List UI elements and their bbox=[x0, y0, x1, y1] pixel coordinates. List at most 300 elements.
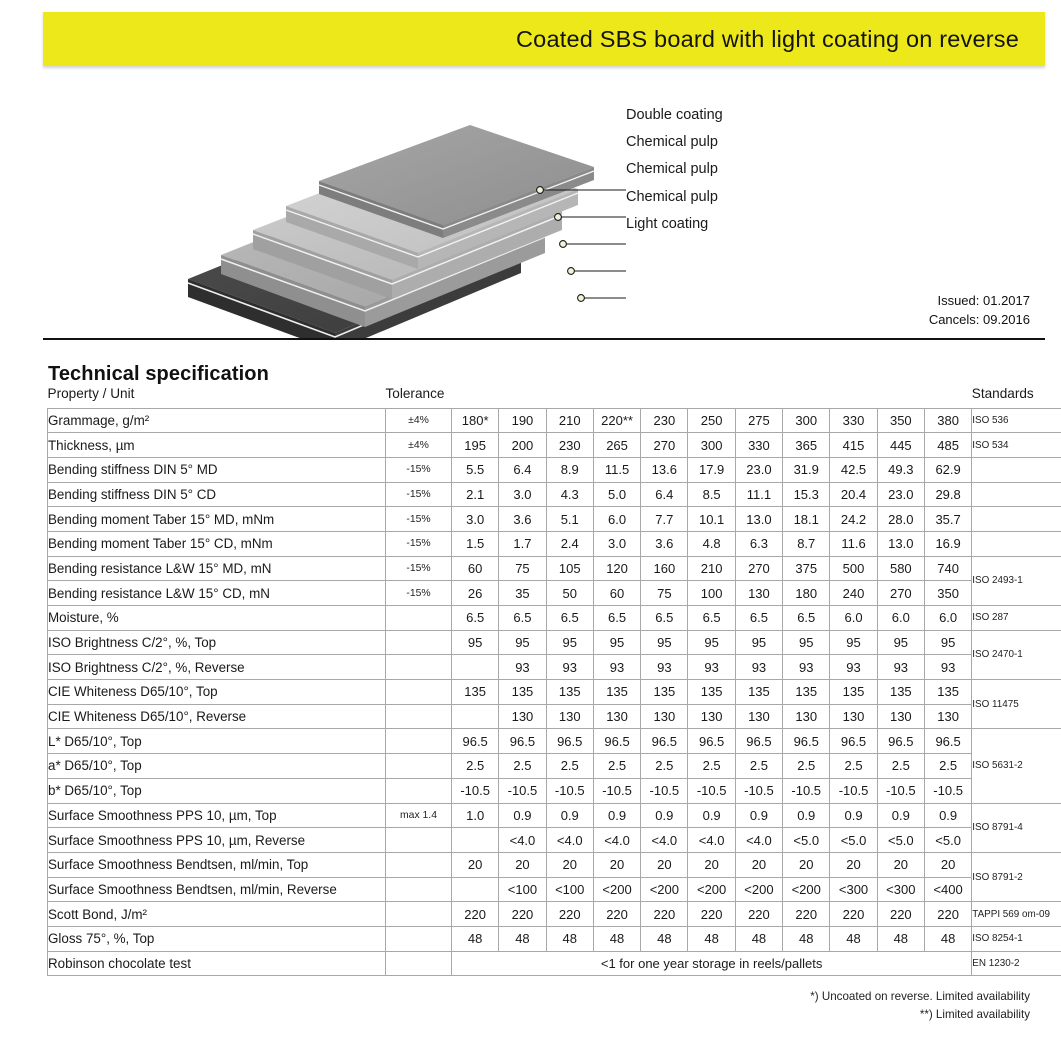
value-cell: 265 bbox=[593, 433, 640, 458]
value-cell: 230 bbox=[546, 433, 593, 458]
tolerance-cell bbox=[386, 680, 452, 705]
value-cell: 95 bbox=[783, 630, 830, 655]
value-cell: 93 bbox=[499, 655, 546, 680]
standard-cell bbox=[972, 482, 1061, 507]
tolerance-cell bbox=[386, 902, 452, 927]
value-cell: 195 bbox=[452, 433, 499, 458]
value-cell: 95 bbox=[546, 630, 593, 655]
standard-cell: ISO 8791-2 bbox=[972, 852, 1061, 901]
value-cell: 20 bbox=[452, 852, 499, 877]
tolerance-cell bbox=[386, 704, 452, 729]
value-cell: 48 bbox=[641, 926, 688, 951]
value-cell: <4.0 bbox=[593, 828, 640, 853]
value-cell: <4.0 bbox=[641, 828, 688, 853]
tolerance-cell: -15% bbox=[386, 457, 452, 482]
section-title: Technical specification bbox=[48, 363, 269, 386]
header-standards: Standards bbox=[971, 386, 1034, 402]
value-cell: 96.5 bbox=[830, 729, 877, 754]
value-cell: 135 bbox=[499, 680, 546, 705]
standard-cell: ISO 2493-1 bbox=[972, 556, 1061, 605]
tolerance-cell: -15% bbox=[386, 482, 452, 507]
value-cell: 48 bbox=[593, 926, 640, 951]
value-cell: 120 bbox=[593, 556, 640, 581]
tolerance-cell bbox=[386, 951, 452, 976]
value-cell: 100 bbox=[688, 581, 735, 606]
value-cell: -10.5 bbox=[452, 778, 499, 803]
value-cell: 135 bbox=[924, 680, 971, 705]
standard-cell: ISO 11475 bbox=[972, 680, 1061, 729]
value-cell: 740 bbox=[924, 556, 971, 581]
table-row bbox=[48, 754, 1061, 779]
table-row bbox=[48, 729, 1061, 754]
value-cell: 20 bbox=[735, 852, 782, 877]
table-row bbox=[48, 408, 1061, 433]
value-cell: 93 bbox=[546, 655, 593, 680]
value-cell: 10.1 bbox=[688, 507, 735, 532]
header-tolerance: Tolerance bbox=[385, 386, 445, 402]
property-cell-bending-resistance-l-w-15-md-mn: Bending resistance L&W 15° MD, mN bbox=[48, 556, 386, 581]
standard-cell: ISO 536 bbox=[972, 408, 1061, 433]
value-cell: 96.5 bbox=[452, 729, 499, 754]
table-row bbox=[48, 877, 1061, 902]
value-cell: 48 bbox=[830, 926, 877, 951]
callout-label-chemical-pulp-3: Chemical pulp bbox=[626, 188, 718, 205]
value-cell: 1.5 bbox=[452, 531, 499, 556]
value-cell: 6.0 bbox=[877, 606, 924, 631]
value-cell: 28.0 bbox=[877, 507, 924, 532]
value-cell: 130 bbox=[546, 704, 593, 729]
value-cell: 75 bbox=[641, 581, 688, 606]
value-cell: 0.9 bbox=[830, 803, 877, 828]
standard-cell: ISO 8254-1 bbox=[972, 926, 1061, 951]
property-cell-iso-brightness-c-2-top: ISO Brightness C/2°, %, Top bbox=[48, 630, 386, 655]
value-cell: 11.6 bbox=[830, 531, 877, 556]
value-cell: 95 bbox=[688, 630, 735, 655]
value-cell: 2.5 bbox=[735, 754, 782, 779]
value-cell: 2.5 bbox=[783, 754, 830, 779]
standard-cell: ISO 5631-2 bbox=[972, 729, 1061, 803]
value-cell: 6.3 bbox=[735, 531, 782, 556]
value-cell: 5.0 bbox=[593, 482, 640, 507]
value-cell: 13.6 bbox=[641, 457, 688, 482]
value-cell: 48 bbox=[546, 926, 593, 951]
footnote-single-asterisk: *) Uncoated on reverse. Limited availability bbox=[810, 990, 1030, 1003]
value-cell: 3.0 bbox=[452, 507, 499, 532]
value-cell: 2.5 bbox=[641, 754, 688, 779]
value-cell: 2.4 bbox=[546, 531, 593, 556]
value-cell: 220 bbox=[641, 902, 688, 927]
value-cell: 75 bbox=[499, 556, 546, 581]
table-row bbox=[48, 606, 1061, 631]
value-cell: 20 bbox=[546, 852, 593, 877]
value-cell: 96.5 bbox=[593, 729, 640, 754]
value-cell: 485 bbox=[924, 433, 971, 458]
spec-table-body bbox=[48, 408, 1061, 976]
callout-label-chemical-pulp-1: Chemical pulp bbox=[626, 134, 718, 151]
tolerance-cell: max 1.4 bbox=[386, 803, 452, 828]
callout-label-double-coating: Double coating bbox=[626, 107, 723, 123]
value-cell: 5.5 bbox=[452, 457, 499, 482]
tolerance-cell bbox=[386, 828, 452, 853]
value-cell: 6.5 bbox=[499, 606, 546, 631]
value-cell: 365 bbox=[783, 433, 830, 458]
value-cell: 220 bbox=[783, 902, 830, 927]
value-cell: 50 bbox=[546, 581, 593, 606]
value-cell: 6.5 bbox=[735, 606, 782, 631]
value-cell: 300 bbox=[783, 408, 830, 433]
tolerance-cell bbox=[386, 877, 452, 902]
value-cell: 6.5 bbox=[452, 606, 499, 631]
value-cell: 26 bbox=[452, 581, 499, 606]
property-cell-l-d65-10-top: L* D65/10°, Top bbox=[48, 729, 386, 754]
value-cell bbox=[452, 704, 499, 729]
value-cell: 93 bbox=[735, 655, 782, 680]
value-cell: 17.9 bbox=[688, 457, 735, 482]
table-row bbox=[48, 581, 1061, 606]
value-cell: 31.9 bbox=[783, 457, 830, 482]
value-cell: 96.5 bbox=[735, 729, 782, 754]
value-cell: 29.8 bbox=[924, 482, 971, 507]
value-cell: 35 bbox=[499, 581, 546, 606]
value-cell: 35.7 bbox=[924, 507, 971, 532]
property-cell-iso-brightness-c-2-reverse: ISO Brightness C/2°, %, Reverse bbox=[48, 655, 386, 680]
value-cell: <200 bbox=[735, 877, 782, 902]
value-cell: 415 bbox=[830, 433, 877, 458]
value-cell: 48 bbox=[499, 926, 546, 951]
value-cell: 95 bbox=[924, 630, 971, 655]
value-cell: 13.0 bbox=[877, 531, 924, 556]
value-cell: 20 bbox=[877, 852, 924, 877]
value-cell: 13.0 bbox=[735, 507, 782, 532]
value-cell: 48 bbox=[783, 926, 830, 951]
value-cell: 105 bbox=[546, 556, 593, 581]
value-cell: 0.9 bbox=[877, 803, 924, 828]
value-cell bbox=[452, 828, 499, 853]
tolerance-cell: -15% bbox=[386, 531, 452, 556]
value-cell: 6.0 bbox=[830, 606, 877, 631]
spec-table bbox=[47, 384, 1061, 976]
value-cell: 6.5 bbox=[546, 606, 593, 631]
value-cell: 330 bbox=[735, 433, 782, 458]
footnotes bbox=[810, 988, 1030, 1023]
value-cell: 135 bbox=[546, 680, 593, 705]
value-cell: 160 bbox=[641, 556, 688, 581]
tolerance-cell bbox=[386, 630, 452, 655]
value-cell: -10.5 bbox=[735, 778, 782, 803]
value-cell: 350 bbox=[877, 408, 924, 433]
value-cell: <4.0 bbox=[499, 828, 546, 853]
value-cell: 20 bbox=[688, 852, 735, 877]
value-cell: -10.5 bbox=[688, 778, 735, 803]
value-cell: 95 bbox=[452, 630, 499, 655]
value-cell: 220** bbox=[593, 408, 640, 433]
property-cell-surface-smoothness-bendtsen-ml-min-reverse: Surface Smoothness Bendtsen, ml/min, Reverse bbox=[48, 877, 386, 902]
value-cell: 96.5 bbox=[688, 729, 735, 754]
value-cell: -10.5 bbox=[593, 778, 640, 803]
property-cell-bending-stiffness-din-5-md: Bending stiffness DIN 5° MD bbox=[48, 457, 386, 482]
table-row bbox=[48, 680, 1061, 705]
property-cell-cie-whiteness-d65-10-reverse: CIE Whiteness D65/10°, Reverse bbox=[48, 704, 386, 729]
value-cell: 15.3 bbox=[783, 482, 830, 507]
value-cell: 210 bbox=[688, 556, 735, 581]
value-cell: 180* bbox=[452, 408, 499, 433]
value-cell: 96.5 bbox=[877, 729, 924, 754]
tolerance-cell: -15% bbox=[386, 581, 452, 606]
value-cell: <200 bbox=[641, 877, 688, 902]
value-cell: 96.5 bbox=[499, 729, 546, 754]
value-cell: 95 bbox=[877, 630, 924, 655]
spec-table-head bbox=[48, 384, 1061, 408]
value-cell: 96.5 bbox=[546, 729, 593, 754]
value-cell: 330 bbox=[830, 408, 877, 433]
value-cell: <400 bbox=[924, 877, 971, 902]
value-cell: 375 bbox=[783, 556, 830, 581]
value-cell: 2.5 bbox=[830, 754, 877, 779]
value-cell: 24.2 bbox=[830, 507, 877, 532]
table-row bbox=[48, 902, 1061, 927]
value-cell: 200 bbox=[499, 433, 546, 458]
header-grammage-spacer bbox=[452, 384, 972, 408]
tolerance-cell bbox=[386, 754, 452, 779]
value-cell: 49.3 bbox=[877, 457, 924, 482]
value-cell: 3.0 bbox=[499, 482, 546, 507]
value-cell: 220 bbox=[877, 902, 924, 927]
value-cell: <4.0 bbox=[688, 828, 735, 853]
value-cell: 6.5 bbox=[688, 606, 735, 631]
tolerance-cell: -15% bbox=[386, 507, 452, 532]
standard-cell bbox=[972, 507, 1061, 532]
value-cell: 130 bbox=[735, 581, 782, 606]
value-cell: 2.5 bbox=[452, 754, 499, 779]
value-cell: 6.4 bbox=[641, 482, 688, 507]
value-cell: 135 bbox=[783, 680, 830, 705]
page-banner bbox=[43, 12, 1045, 66]
property-cell-bending-moment-taber-15-cd-mnm: Bending moment Taber 15° CD, mNm bbox=[48, 531, 386, 556]
table-row bbox=[48, 507, 1061, 532]
value-cell: 180 bbox=[783, 581, 830, 606]
standard-cell: ISO 534 bbox=[972, 433, 1061, 458]
value-cell: 0.9 bbox=[688, 803, 735, 828]
value-cell: 95 bbox=[499, 630, 546, 655]
value-cell: <200 bbox=[688, 877, 735, 902]
table-row bbox=[48, 778, 1061, 803]
value-cell: 220 bbox=[735, 902, 782, 927]
value-cell: 240 bbox=[830, 581, 877, 606]
standard-cell bbox=[972, 531, 1061, 556]
value-cell: -10.5 bbox=[641, 778, 688, 803]
value-cell: 93 bbox=[783, 655, 830, 680]
property-cell-surface-smoothness-pps-10-m-top: Surface Smoothness PPS 10, µm, Top bbox=[48, 803, 386, 828]
tolerance-cell: -15% bbox=[386, 556, 452, 581]
value-cell: <200 bbox=[783, 877, 830, 902]
value-cell: <200 bbox=[593, 877, 640, 902]
value-cell: 95 bbox=[830, 630, 877, 655]
property-cell-bending-stiffness-din-5-cd: Bending stiffness DIN 5° CD bbox=[48, 482, 386, 507]
value-cell: 96.5 bbox=[783, 729, 830, 754]
value-cell: -10.5 bbox=[924, 778, 971, 803]
value-cell: 0.9 bbox=[641, 803, 688, 828]
value-cell: 3.0 bbox=[593, 531, 640, 556]
value-cell: 20.4 bbox=[830, 482, 877, 507]
value-cell: 20 bbox=[924, 852, 971, 877]
value-cell: 135 bbox=[452, 680, 499, 705]
standard-cell: TAPPI 569 om-09 bbox=[972, 902, 1061, 927]
value-cell: -10.5 bbox=[783, 778, 830, 803]
value-cell: -10.5 bbox=[546, 778, 593, 803]
spec-table-header-row bbox=[48, 384, 1061, 408]
value-cell: 95 bbox=[641, 630, 688, 655]
tolerance-cell bbox=[386, 606, 452, 631]
value-cell: <4.0 bbox=[735, 828, 782, 853]
value-cell: <300 bbox=[877, 877, 924, 902]
diagram-callout-labels bbox=[626, 102, 946, 238]
page-title: Coated SBS board with light coating on reverse bbox=[516, 25, 1019, 52]
tolerance-cell bbox=[386, 852, 452, 877]
value-cell: 11.5 bbox=[593, 457, 640, 482]
property-cell-thickness-m: Thickness, µm bbox=[48, 433, 386, 458]
value-cell: <5.0 bbox=[877, 828, 924, 853]
value-cell: 60 bbox=[452, 556, 499, 581]
value-cell: 4.3 bbox=[546, 482, 593, 507]
table-row bbox=[48, 630, 1061, 655]
value-cell: 3.6 bbox=[499, 507, 546, 532]
standard-cell bbox=[972, 457, 1061, 482]
footnote-double-asterisk: **) Limited availability bbox=[919, 1007, 1030, 1021]
value-cell: 20 bbox=[641, 852, 688, 877]
value-cell: 2.5 bbox=[546, 754, 593, 779]
value-cell: 1.7 bbox=[499, 531, 546, 556]
value-cell: 23.0 bbox=[735, 457, 782, 482]
property-cell-b-d65-10-top: b* D65/10°, Top bbox=[48, 778, 386, 803]
property-cell-scott-bond-j-m: Scott Bond, J/m² bbox=[48, 902, 386, 927]
table-row bbox=[48, 655, 1061, 680]
value-cell: 8.5 bbox=[688, 482, 735, 507]
value-cell: 0.9 bbox=[924, 803, 971, 828]
value-cell: 210 bbox=[546, 408, 593, 433]
value-cell: 135 bbox=[688, 680, 735, 705]
value-cell: 135 bbox=[877, 680, 924, 705]
property-cell-bending-moment-taber-15-md-mnm: Bending moment Taber 15° MD, mNm bbox=[48, 507, 386, 532]
value-cell: 93 bbox=[877, 655, 924, 680]
tolerance-cell bbox=[386, 729, 452, 754]
table-row bbox=[48, 926, 1061, 951]
value-cell: 48 bbox=[924, 926, 971, 951]
table-row bbox=[48, 803, 1061, 828]
value-cell: 42.5 bbox=[830, 457, 877, 482]
value-cell: 0.9 bbox=[735, 803, 782, 828]
technical-specification-table bbox=[47, 384, 1051, 976]
callout-label-chemical-pulp-2: Chemical pulp bbox=[626, 161, 718, 178]
value-cell: 8.9 bbox=[546, 457, 593, 482]
header-property: Property / Unit bbox=[47, 386, 135, 402]
table-row bbox=[48, 556, 1061, 581]
value-cell: 130 bbox=[924, 704, 971, 729]
table-row bbox=[48, 457, 1061, 482]
value-cell: 220 bbox=[924, 902, 971, 927]
property-cell-cie-whiteness-d65-10-top: CIE Whiteness D65/10°, Top bbox=[48, 680, 386, 705]
value-cell: 130 bbox=[593, 704, 640, 729]
value-cell: 190 bbox=[499, 408, 546, 433]
value-cell: 230 bbox=[641, 408, 688, 433]
value-cell: 130 bbox=[783, 704, 830, 729]
value-cell: 7.7 bbox=[641, 507, 688, 532]
value-cell: 48 bbox=[452, 926, 499, 951]
property-cell-gloss-75-top: Gloss 75°, %, Top bbox=[48, 926, 386, 951]
value-cell: 16.9 bbox=[924, 531, 971, 556]
table-row bbox=[48, 828, 1061, 853]
callout-label-light-coating: Light coating bbox=[626, 215, 709, 232]
value-cell: 580 bbox=[877, 556, 924, 581]
value-cell: 2.5 bbox=[593, 754, 640, 779]
value-cell: <100 bbox=[499, 877, 546, 902]
value-cell: 130 bbox=[499, 704, 546, 729]
value-cell: 60 bbox=[593, 581, 640, 606]
value-cell: 20 bbox=[499, 852, 546, 877]
value-cell: 2.5 bbox=[688, 754, 735, 779]
value-cell: 500 bbox=[830, 556, 877, 581]
value-cell: 23.0 bbox=[877, 482, 924, 507]
table-row bbox=[48, 531, 1061, 556]
value-cell: 3.6 bbox=[641, 531, 688, 556]
value-cell: <4.0 bbox=[546, 828, 593, 853]
tolerance-cell bbox=[386, 778, 452, 803]
value-cell: 96.5 bbox=[924, 729, 971, 754]
standard-cell: ISO 2470-1 bbox=[972, 630, 1061, 679]
value-cell: 48 bbox=[877, 926, 924, 951]
property-cell-surface-smoothness-bendtsen-ml-min-top: Surface Smoothness Bendtsen, ml/min, Top bbox=[48, 852, 386, 877]
table-row bbox=[48, 852, 1061, 877]
property-cell-surface-smoothness-pps-10-m-reverse: Surface Smoothness PPS 10, µm, Reverse bbox=[48, 828, 386, 853]
value-cell: <100 bbox=[546, 877, 593, 902]
value-cell: 135 bbox=[830, 680, 877, 705]
value-cell: 96.5 bbox=[641, 729, 688, 754]
value-cell: 95 bbox=[593, 630, 640, 655]
value-cell: 6.5 bbox=[593, 606, 640, 631]
value-cell: 135 bbox=[593, 680, 640, 705]
value-cell: 6.5 bbox=[783, 606, 830, 631]
standard-cell: EN 1230-2 bbox=[972, 951, 1061, 976]
property-cell-a-d65-10-top: a* D65/10°, Top bbox=[48, 754, 386, 779]
value-cell: 270 bbox=[877, 581, 924, 606]
property-cell-grammage-g-m: Grammage, g/m² bbox=[48, 408, 386, 433]
value-cell: 93 bbox=[641, 655, 688, 680]
value-cell: 350 bbox=[924, 581, 971, 606]
value-cell bbox=[452, 655, 499, 680]
value-cell: 300 bbox=[688, 433, 735, 458]
value-cell: 220 bbox=[593, 902, 640, 927]
value-cell: 48 bbox=[688, 926, 735, 951]
value-cell: 270 bbox=[735, 556, 782, 581]
value-cell: 270 bbox=[641, 433, 688, 458]
value-cell: 2.5 bbox=[924, 754, 971, 779]
value-cell: 8.7 bbox=[783, 531, 830, 556]
issued-date: Issued: 01.2017 bbox=[937, 293, 1030, 308]
tolerance-cell bbox=[386, 655, 452, 680]
value-cell: 220 bbox=[688, 902, 735, 927]
standard-cell: ISO 8791-4 bbox=[972, 803, 1061, 852]
value-cell: 6.5 bbox=[641, 606, 688, 631]
value-cell: 62.9 bbox=[924, 457, 971, 482]
value-cell: 135 bbox=[735, 680, 782, 705]
property-cell-robinson-chocolate-test: Robinson chocolate test bbox=[48, 951, 386, 976]
value-cell: 2.5 bbox=[877, 754, 924, 779]
value-cell: -10.5 bbox=[830, 778, 877, 803]
value-cell: <300 bbox=[830, 877, 877, 902]
value-cell: 93 bbox=[593, 655, 640, 680]
cancels-date: Cancels: 09.2016 bbox=[928, 312, 1030, 327]
tolerance-cell bbox=[386, 926, 452, 951]
value-cell: 93 bbox=[830, 655, 877, 680]
